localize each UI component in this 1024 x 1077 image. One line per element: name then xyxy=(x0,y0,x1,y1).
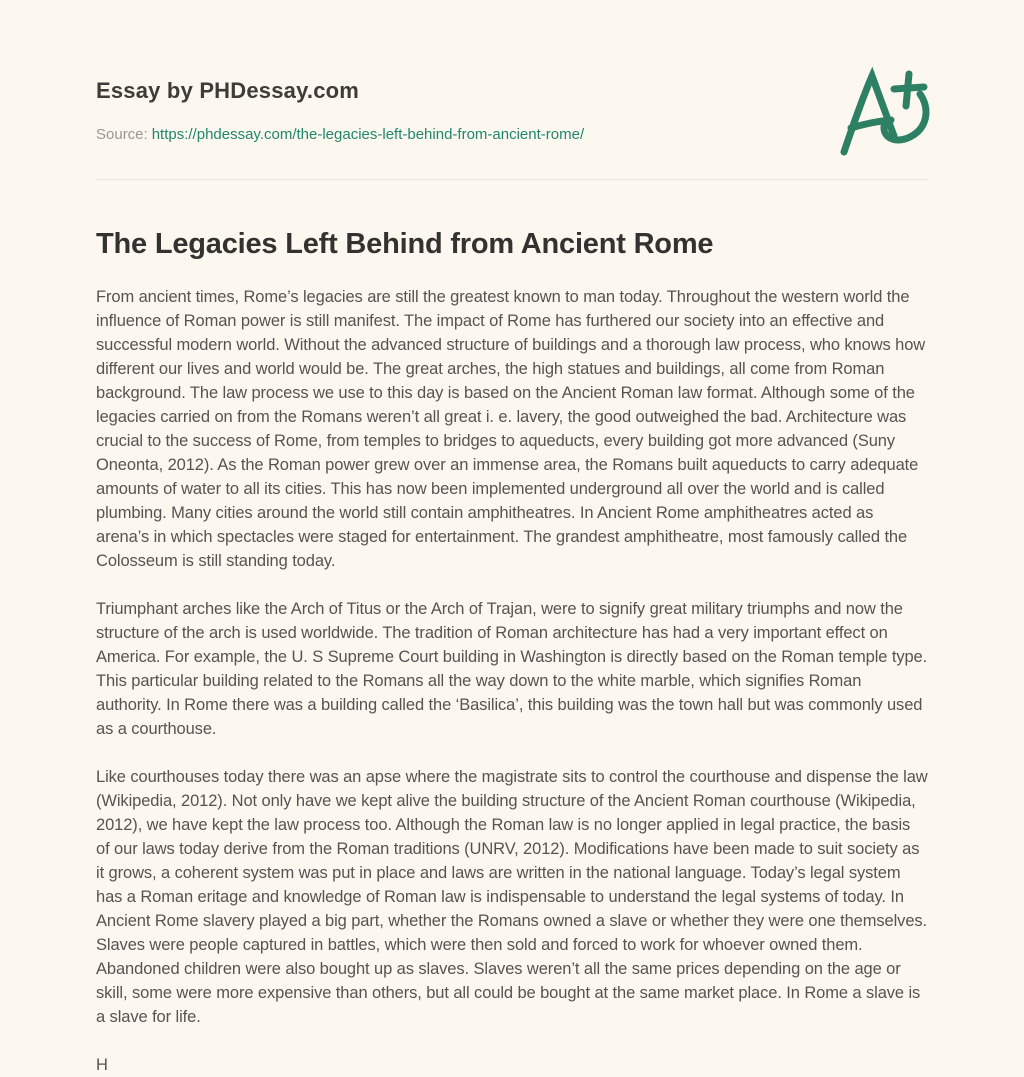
a-plus-logo-icon xyxy=(834,66,938,162)
essay-paragraph: Like courthouses today there was an apse where the magistrate sits to control the courthouse and dispense the law (Wikipedia, 2012). Not only have we kept alive the building structure of the Ancient Roman courthouse (Wikipedia, 2012), we have kept the law process too. Although the Roman law is no longer applied in legal practice, the basis of our laws today derive from the Roman traditions (UNRV, 2012). Modifications have been made to suit society as it grows, a coherent system was put in place and laws are written in the national language. Today’s legal system has a Roman eritage and knowledge of Roman law is indispensable to understand the legal systems of today. In Ancient Rome slavery played a big part, whether the Romans owned a slave or whether they were one themselves. Slaves were people captured in battles, which were then sold and forced to work for whoever owned them. Abandoned children were also bought up as slaves. Slaves weren’t all the same prices depending on the age or skill, some were more expensive than others, but all could be bought at the same market place. In Rome a slave is a slave for life. xyxy=(96,768,928,1026)
essay-paragraph: Triumphant arches like the Arch of Titus or the Arch of Trajan, were to signify great military triumphs and now the structure of the arch is used worldwide. The tradition of Roman architecture has had a very important effect on America. For example, the U. S Supreme Court building in Washington is directly based on the Roman temple type. This particular building related to the Romans all the way down to the white marble, which signifies Roman authority. In Rome there was a building called the ‘Basilica’, this building was the town hall but was commonly used as a courthouse. xyxy=(96,600,928,738)
essay-paragraph: From ancient times, Rome’s legacies are still the greatest known to man today. Throughout the western world the influence of Roman power is still manifest. The impact of Rome has furthered our society into an effective and successful modern world. Without the advanced structure of buildings and a thorough law process, who knows how different our lives and world would be. The great arches, the high statues and buildings, all come from Roman background. The law process we use to this day is based on the Ancient Roman law format. Although some of the legacies carried on from the Romans weren’t all great i. e. lavery, the good outweighed the bad. Architecture was crucial to the success of Rome, from temples to bridges to aqueducts, every building got more advanced (Suny Oneonta, 2012). As the Roman power grew over an immense area, the Romans built aqueducts to carry adequate amounts of water to all its cities. This has now been implemented underground all over the world and is called plumbing. Many cities around the world still contain amphitheatres. In Ancient Rome amphitheatres acted as arena’s in which spectacles were staged for entertainment. The grandest amphitheatre, most famously called the Colosseum is still standing today. xyxy=(96,288,926,570)
essay-body xyxy=(96,285,928,1077)
essay-byline: Essay by PHDessay.com xyxy=(96,78,360,103)
source-link[interactable]: https://phdessay.com/the-legacies-left-behind-from-ancient-rome/ xyxy=(151,126,585,143)
header-divider xyxy=(96,179,928,180)
essay-title: The Legacies Left Behind from Ancient Rome xyxy=(96,228,714,260)
source-label: Source: xyxy=(96,126,148,143)
source-line xyxy=(96,126,928,143)
essay-paragraph: H xyxy=(96,1056,108,1074)
